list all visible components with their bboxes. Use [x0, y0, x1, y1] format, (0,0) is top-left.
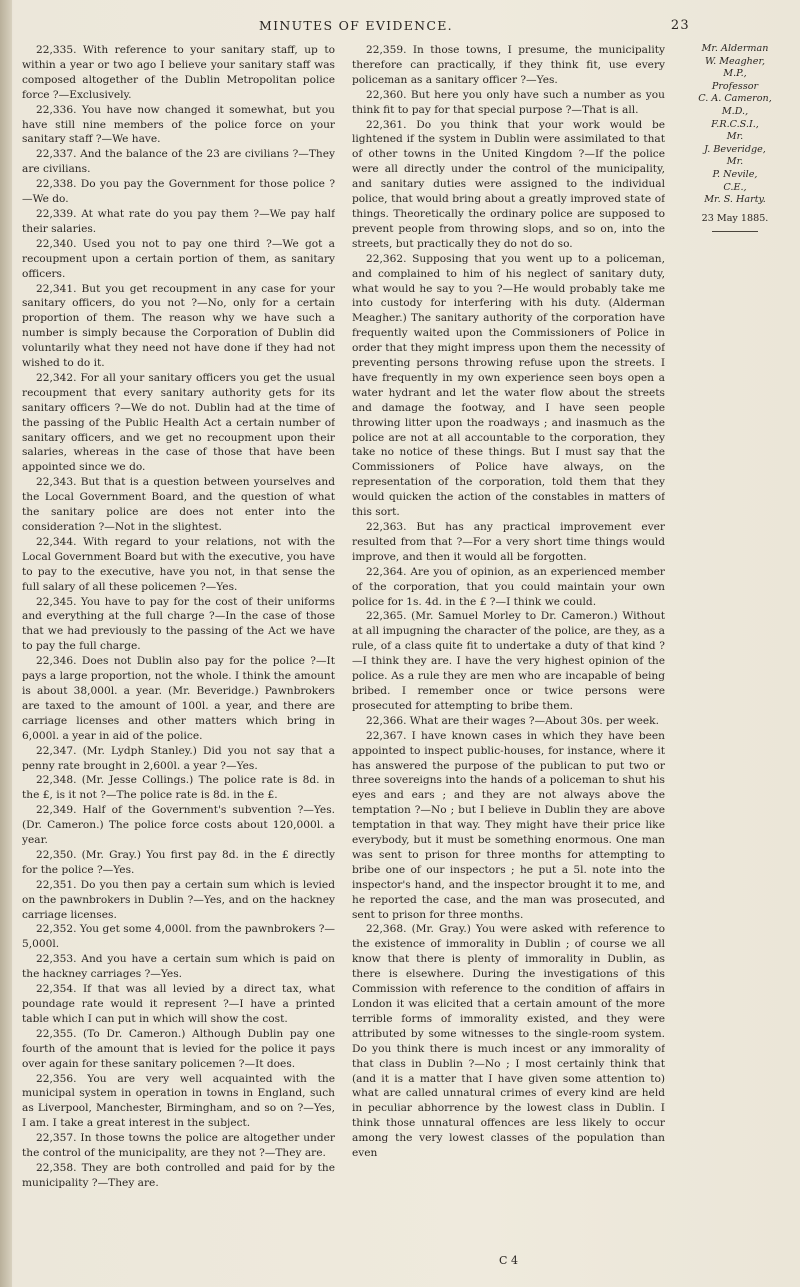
- witness-name-line: Mr.: [726, 131, 744, 143]
- evidence-paragraph: 22,359. In those towns, I presume, the municipality therefore can practically, if they think fit, use every policeman as a sanitary officer ?—Yes.: [352, 44, 665, 86]
- page-header: [22, 18, 690, 38]
- running-title: MINUTES OF EVIDENCE.: [259, 18, 453, 33]
- page-spine-shadow: [0, 0, 12, 1287]
- evidence-paragraph: 22,362. Supposing that you went up to a policeman, and complained to him of his neglect of sanitary duty, what would he say to you ?—He would probably take me into custody for interfering with his duty. (Alderman Meagher.) The sanitary authority of the corporation have frequently waited upon the Commissioners of Police in order that they might impress upon them the necessity of preventing persons throwing refuse upon the streets. I have frequently in my own experience seen boys open a water hydrant and let the water flow about the streets and damage the footway, and I have seen people throwing litter upon the roadways ; and inasmuch as the police are not at all accountable to the corporation, they take no notice of these things. But I must say that the Commissioners of Police have always, on the representation of the corporation, told them that they would quicken the action of the constables in matters of this sort.: [352, 252, 665, 519]
- evidence-paragraph: 22,349. Half of the Government's subvention ?—Yes. (Dr. Cameron.) The police force costs about 120,000l. a year.: [22, 804, 335, 847]
- witness-name-line: C.E.,: [723, 181, 747, 193]
- evidence-paragraph: 22,353. And you have a certain sum which is paid on the hackney carriages ?—Yes.: [22, 953, 335, 981]
- witness-name-line: J. Beveridge,: [704, 143, 766, 155]
- evidence-paragraph: 22,365. (Mr. Samuel Morley to Dr. Cameron.) Without at all impugning the character of the police, are they, as a rule, of a class quite fit to undertake a duty of that kind ?—I think they are. I have the very highest opinion of the police. As a rule they are men who are incapable of being bribed. I remember once or twice persons were prosecuted for attempting to bribe them.: [352, 610, 665, 712]
- evidence-paragraph: 22,346. Does not Dublin also pay for the police ?—It pays a large proportion, not the whole. I think the amount is about 38,000l. a year. (Mr. Beveridge.) Pawnbrokers are taxed to the amount of 100l. a year, and there are carriage licenses and other matters which bring in 6,000l. a year in aid of the police.: [22, 655, 335, 742]
- witness-name-line: Mr. Alderman: [701, 43, 769, 54]
- evidence-paragraph: 22,358. They are both controlled and paid for by the municipality ?—They are.: [22, 1161, 335, 1189]
- witness-name-line: P. Nevile,: [712, 168, 758, 180]
- evidence-paragraph: 22,356. You are very well acquainted with the municipal system in operation in towns in England, such as Liverpool, Manchester, Birmingham, and so on ?—Yes, I am. I take a great interest in the subject.: [22, 1072, 335, 1130]
- evidence-paragraph: 22,336. You have now changed it somewhat, but you have still nine members of the police force on your sanitary staff ?—We have.: [22, 103, 335, 146]
- evidence-paragraph: 22,335. With reference to your sanitary staff, up to within a year or two ago I believe your sanitary staff was composed altogether of the Dublin Metropolitan police force ?—Exclusively.: [22, 44, 335, 101]
- witness-margin-note: [676, 43, 794, 232]
- margin-rule: [712, 231, 758, 232]
- signature-mark: C 4: [499, 1254, 518, 1267]
- evidence-paragraph: 22,343. But that is a question between yourselves and the Local Government Board, and the question of what the sanitary police are does not enter into the consideration ?—Not in the slightest.: [22, 476, 335, 533]
- witness-name-line: Professor: [711, 80, 759, 92]
- witness-name-line: F.R.C.S.I.,: [711, 118, 759, 130]
- evidence-paragraph: 22,342. For all your sanitary officers you get the usual recoupment that every sanitary authority gets for its sanitary officers ?—We do not. Dublin had at the time of the passing of the Public Health Act a certain number of sanitary officers, and we get no recoupment upon their salaries, whereas in the case of those that have been appointed since we do.: [22, 371, 335, 474]
- evidence-paragraph: 22,347. (Mr. Lydph Stanley.) Did you not say that a penny rate brought in 2,600l. a year ?—Yes.: [22, 744, 335, 772]
- evidence-paragraph: 22,352. You get some 4,000l. from the pawnbrokers ?—5,000l.: [22, 923, 335, 951]
- evidence-paragraph: 22,357. In those towns the police are altogether under the control of the municipality, are they not ?—They are.: [22, 1132, 335, 1160]
- evidence-paragraph: 22,360. But here you only have such a number as you think fit to pay for that special purpose ?—That is all.: [352, 88, 665, 116]
- evidence-paragraph: 22,339. At what rate do you pay them ?—We pay half their salaries.: [22, 207, 335, 235]
- evidence-paragraph: 22,355. (To Dr. Cameron.) Although Dublin pay one fourth of the amount that is levied for the police it pays over again for these sanitary policemen ?—It does.: [22, 1027, 335, 1070]
- witness-name-line: W. Meagher,: [704, 55, 766, 67]
- witness-name-line: C. A. Cameron,: [698, 93, 772, 105]
- evidence-paragraph: 22,337. And the balance of the 23 are civilians ?—They are civilians.: [22, 148, 335, 176]
- evidence-paragraph: 22,354. If that was all levied by a direct tax, what poundage rate would it represent ?—I have a printed table which I can put in which will show the cost.: [22, 983, 335, 1025]
- evidence-paragraph: 22,366. What are their wages ?—About 30s. per week.: [366, 714, 659, 727]
- page-number: 23: [670, 18, 690, 33]
- evidence-paragraph: 22,340. Used you not to pay one third ?—We got a recoupment upon a certain portion of them, as sanitary officers.: [22, 237, 335, 280]
- witness-name-line: M.D.,: [721, 105, 749, 117]
- left-text-column: [22, 43, 335, 1273]
- evidence-paragraph: 22,363. But has any practical improvement ever resulted from that ?—For a very short time things would improve, and then it would all be forgotten.: [352, 521, 665, 563]
- evidence-paragraph: 22,368. (Mr. Gray.) You were asked with reference to the existence of immorality in Dublin ; of course we all know that there is plenty of immorality in Dublin, as there is elsewhere. During the investigations of this Commission with reference to the condition of affairs in London it was elicited that a certain amount of the more terrible forms of immorality existed, and they were attributed by some witnesses to the single-room system. Do you think there is much incest or any immorality of that class in Dublin ?—No ; I most certainly think that (and it is a matter that I have given some attention to) what are called unnatural crimes of every kind are held in peculiar abhorrence by the lowest class in Dublin. I think those unnatural offences are less likely to occur among the very lowest classes of the population than even: [352, 923, 665, 1160]
- right-text-column: [352, 43, 665, 1273]
- evidence-paragraph: 22,345. You have to pay for the cost of their uniforms and everything at the full charge ?—In the case of those that we had previously to the passing of the Act we have to pay the full charge.: [22, 595, 335, 653]
- evidence-paragraph: 22,361. Do you think that your work would be lightened if the system in Dublin were assimilated to that of other towns in the United Kingdom ?—If the police were all directly under the control of the municipality, and sanitary duties were assigned to the individual police, that would bring about a greatly improved state of things. Theoretically the ordinary police are supposed to prevent people from throwing slops, and so on, into the streets, but practically they do not do so.: [352, 118, 665, 250]
- witness-name-line: Mr. S. Harty.: [704, 194, 766, 206]
- evidence-paragraph: 22,341. But you get recoupment in any case for your sanitary officers, do you not ?—No, only for a certain proportion of them. The reason why we have such a number is simply because the Corporation of Dublin did voluntarily what they need not have done if they had not wished to do it.: [22, 282, 335, 370]
- evidence-paragraph: 22,344. With regard to your relations, not with the Local Government Board but with the executive, you have to pay to the executive, have you not, in that sense the full salary of all these policemen ?—Yes.: [22, 535, 335, 593]
- evidence-paragraph: 22,351. Do you then pay a certain sum which is levied on the pawnbrokers in Dublin ?—Yes, and on the hackney carriage licenses.: [22, 878, 335, 921]
- evidence-paragraph: 22,367. I have known cases in which they have been appointed to inspect public-houses, for instance, where it has answered the purpose of the publican to put two or three sovereigns into the hands of a policeman to shut his eyes and ears ; and they are not always above the temptation ?—No ; but I believe in Dublin they are above temptation in that way. They might have their price like everybody, but it must be something enormous. One man was sent to prison for three months for attempting to bribe one of our inspectors ; he put a 5l. note into the inspector's hand, and the inspector brought it to me, and he reported the case, and the man was prosecuted, and sent to prison for three months.: [352, 729, 665, 921]
- witness-name-line: M.P.,: [723, 68, 747, 80]
- margin-date: 23 May 1885.: [701, 212, 769, 224]
- evidence-paragraph: 22,348. (Mr. Jesse Collings.) The police rate is 8d. in the £, is it not ?—The police rate is 8d. in the £.: [22, 774, 335, 802]
- evidence-paragraph: 22,364. Are you of opinion, as an experienced member of the corporation, that you could maintain your own police for 1s. 4d. in the £ ?—I think we could.: [352, 565, 665, 608]
- evidence-paragraph: 22,350. (Mr. Gray.) You first pay 8d. in the £ directly for the police ?—Yes.: [22, 848, 335, 876]
- evidence-paragraph: 22,338. Do you pay the Government for those police ?—We do.: [22, 178, 335, 206]
- witness-names: [676, 43, 794, 207]
- witness-name-line: Mr.: [726, 156, 744, 168]
